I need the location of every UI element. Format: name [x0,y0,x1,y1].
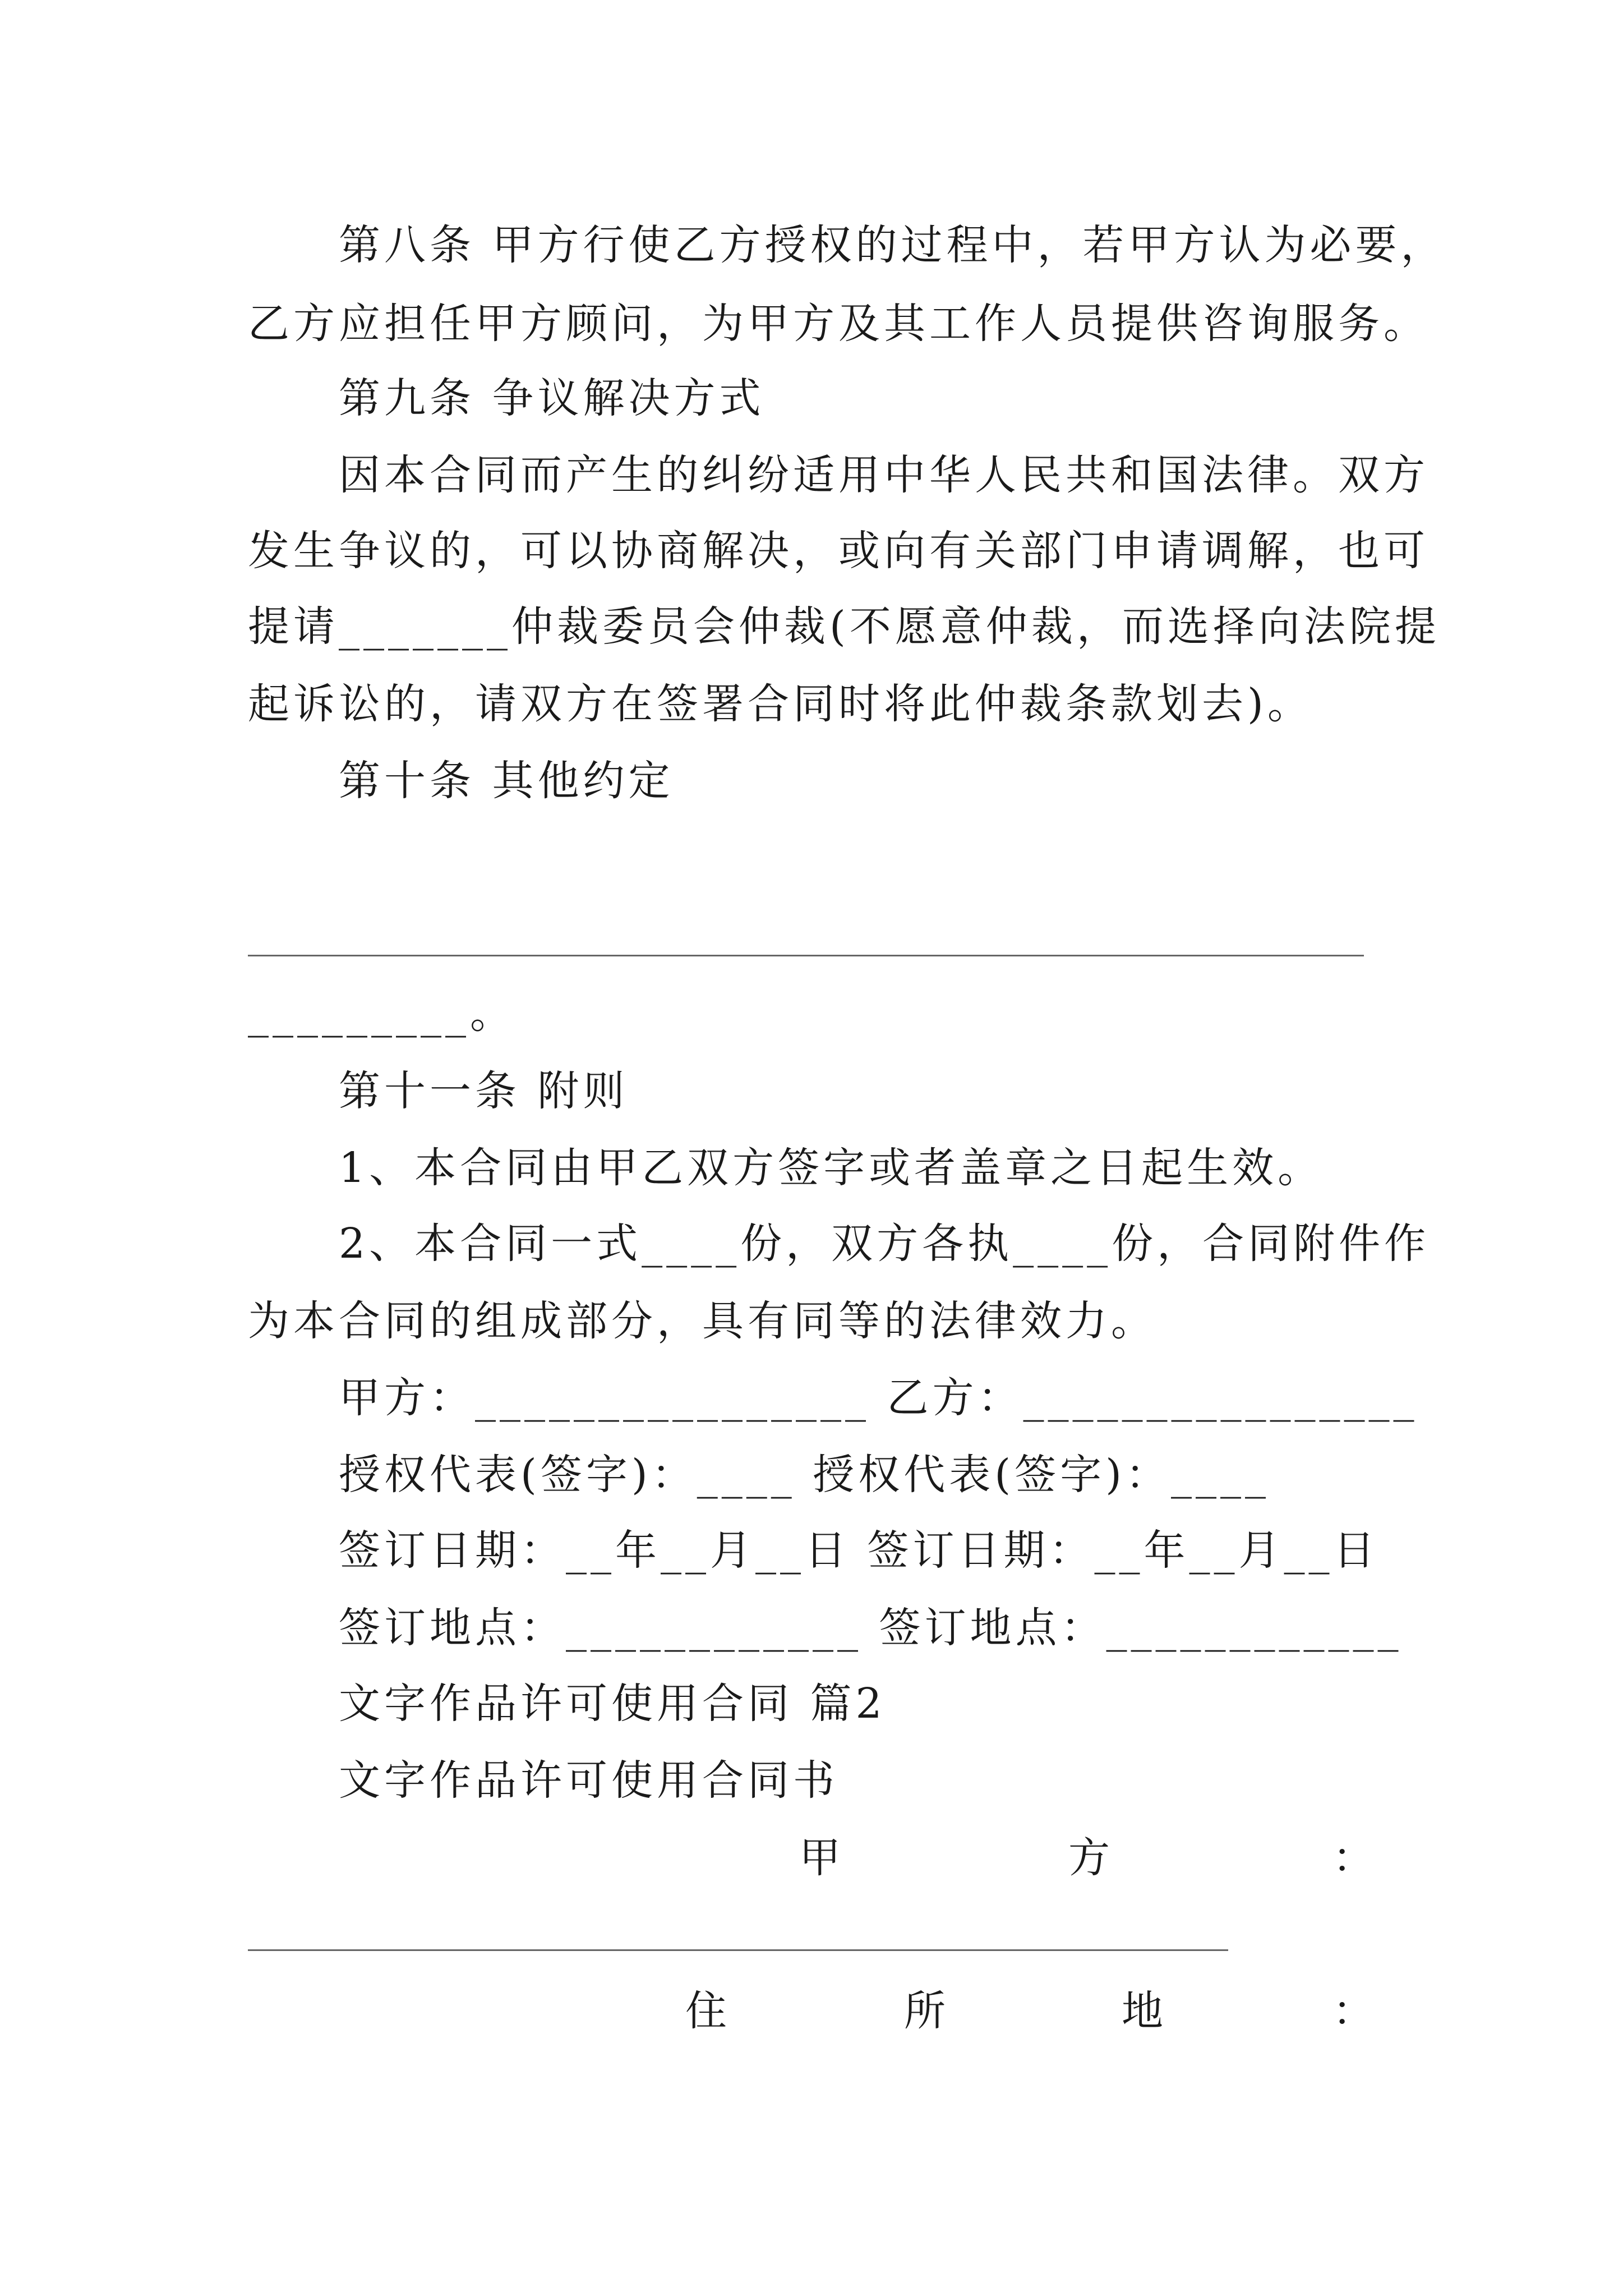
article9-heading: 第九条 争议解决方式 [339,374,765,422]
party-a-colon: ： [1332,1834,1374,1882]
domicile-char-2: 所 [904,1987,946,2035]
signature-place-line: 签订地点：____________ 签订地点：____________ [339,1604,1403,1652]
domicile-char-1: 住 [685,1987,727,2035]
article10-heading: 第十条 其他约定 [339,757,674,805]
article8-line2: 乙方应担任甲方顾问，为甲方及其工作人员提供咨询服务。 [248,300,1429,348]
article9-line2: 发生争议的，可以协商解决，或向有关部门申请调解，也可 [248,527,1429,575]
domicile-colon: ： [1332,1987,1374,2035]
article11-item1: 1、本合同由甲乙双方签字或者盖章之日起生效。 [339,1144,1324,1192]
article9-line4: 起诉讼的，请双方在签署合同时将此仲裁条款划去)。 [248,680,1313,728]
party-a-char-2: 方 [1068,1834,1110,1882]
article9-line1: 因本合同而产生的纠纷适用中华人民共和国法律。双方 [339,451,1429,499]
signature-party-line: 甲方：________________ 乙方：________________ [339,1374,1418,1422]
party-a-fill-rule [248,1949,1228,1951]
blank-fill-rule [248,955,1364,956]
article11-item2-line2: 为本合同的组成部分，具有同等的法律效力。 [248,1297,1156,1345]
signature-rep-line: 授权代表(签字)：____ 授权代表(签字)：____ [339,1451,1270,1499]
article10-blank-end: _________。 [248,990,515,1038]
party-a-char-1: 甲 [799,1834,841,1882]
article11-heading: 第十一条 附则 [339,1067,629,1115]
article8-line1: 第八条 甲方行使乙方授权的过程中，若甲方认为必要， [339,221,1446,269]
article9-line3: 提请_______仲裁委员会仲裁(不愿意仲裁，而选择向法院提 [248,602,1440,651]
part2-subtitle: 文字作品许可使用合同书 [339,1756,838,1805]
article11-item2-line1: 2、本合同一式____份，双方各执____份，合同附件作 [339,1220,1430,1268]
domicile-char-3: 地 [1122,1987,1163,2035]
part2-title: 文字作品许可使用合同 篇2 [339,1680,886,1728]
signature-date-line: 签订日期：__年__月__日 签订日期：__年__月__日 [339,1526,1379,1575]
